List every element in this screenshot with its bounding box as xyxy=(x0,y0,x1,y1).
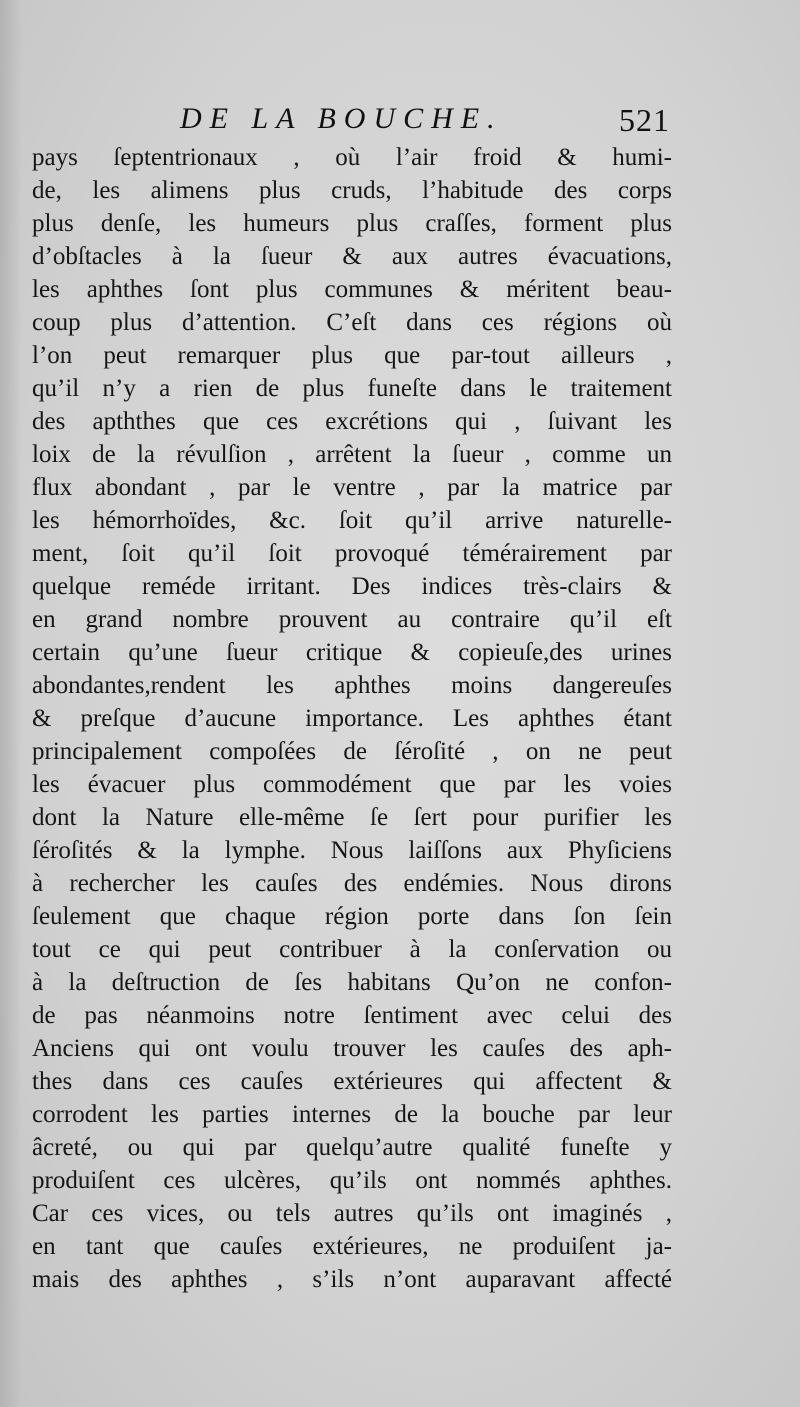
text-line: Car ces vices, ou tels autres qu’ils ont imaginés , xyxy=(32,1200,672,1227)
text-line: les aphthes ſont plus communes & méritent beau- xyxy=(32,276,672,303)
running-head xyxy=(30,100,670,144)
text-line: principalement compoſées de ſéroſité , on ne peut xyxy=(32,738,672,765)
text-line: thes dans ces cauſes extérieures qui affectent & xyxy=(32,1068,672,1095)
text-line: les évacuer plus commodément que par les voies xyxy=(32,771,672,798)
body-text xyxy=(32,141,672,1296)
text-line: certain qu’une ſueur critique & copieuſe,des urines xyxy=(32,639,672,666)
text-line: ſéroſités & la lymphe. Nous laiſſons aux Phyſiciens xyxy=(32,837,672,864)
text-line: ment, ſoit qu’il ſoit provoqué témérairement par xyxy=(32,540,672,567)
running-title: DE LA BOUCHE. xyxy=(180,102,503,135)
text-line: mais des aphthes , s’ils n’ont auparavant affecté xyxy=(32,1266,672,1293)
text-line: en tant que cauſes extérieures, ne produiſent ja- xyxy=(32,1233,672,1260)
text-line: produiſent ces ulcères, qu’ils ont nommés aphthes. xyxy=(32,1167,672,1194)
text-line: pays ſeptentrionaux , où l’air froid & humi- xyxy=(32,144,672,171)
text-line: de, les alimens plus cruds, l’habitude des corps xyxy=(32,177,672,204)
text-line: plus denſe, les humeurs plus craſſes, forment plus xyxy=(32,210,672,237)
text-line: qu’il n’y a rien de plus funeſte dans le traitement xyxy=(32,375,672,402)
text-line: coup plus d’attention. C’eſt dans ces régions où xyxy=(32,309,672,336)
page-number: 521 xyxy=(619,102,670,138)
text-line: flux abondant , par le ventre , par la matrice par xyxy=(32,474,672,501)
text-line: âcreté, ou qui par quelqu’autre qualité funeſte y xyxy=(32,1134,672,1161)
text-line: tout ce qui peut contribuer à la conſervation ou xyxy=(32,936,672,963)
text-line: abondantes,rendent les aphthes moins dangereuſes xyxy=(32,672,672,699)
text-line: à la deſtruction de ſes habitans Qu’on ne confon- xyxy=(32,969,672,996)
text-line: corrodent les parties internes de la bouche par leur xyxy=(32,1101,672,1128)
text-line: Anciens qui ont voulu trouver les cauſes des aph- xyxy=(32,1035,672,1062)
text-line: d’obſtacles à la ſueur & aux autres évacuations, xyxy=(32,243,672,270)
text-line: dont la Nature elle-même ſe ſert pour purifier les xyxy=(32,804,672,831)
text-line: en grand nombre prouvent au contraire qu’il eſt xyxy=(32,606,672,633)
text-line: quelque reméde irritant. Des indices très-clairs & xyxy=(32,573,672,600)
text-line: l’on peut remarquer plus que par-tout ailleurs , xyxy=(32,342,672,369)
text-line: des apththes que ces excrétions qui , ſuivant les xyxy=(32,408,672,435)
page-gutter-shadow xyxy=(0,0,22,1407)
text-line: ſeulement que chaque région porte dans ſon ſein xyxy=(32,903,672,930)
text-line: & preſque d’aucune importance. Les aphthes étant xyxy=(32,705,672,732)
text-line: de pas néanmoins notre ſentiment avec celui des xyxy=(32,1002,672,1029)
text-line: les hémorrhoïdes, &c. ſoit qu’il arrive naturelle- xyxy=(32,507,672,534)
text-line: à rechercher les cauſes des endémies. Nous dirons xyxy=(32,870,672,897)
text-line: loix de la révulſion , arrêtent la ſueur , comme un xyxy=(32,441,672,468)
